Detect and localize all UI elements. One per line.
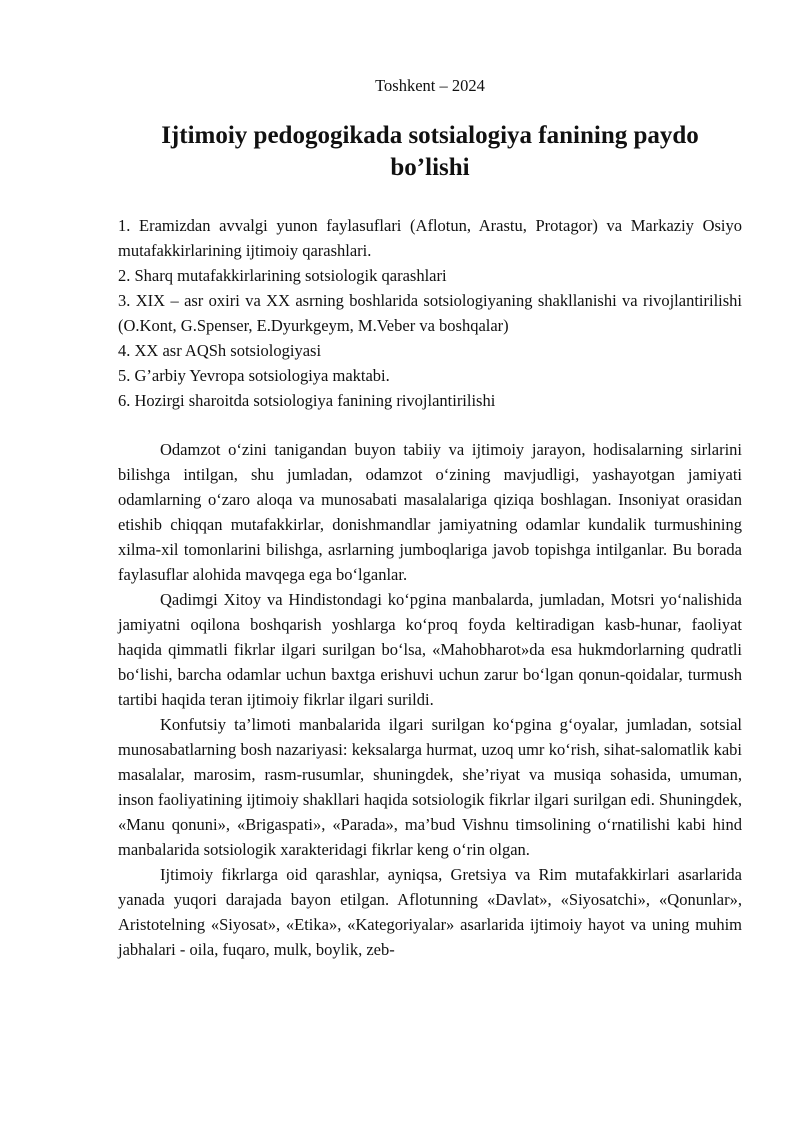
plan-item: 3. XIX – asr oxiri va XX asrning boshlarida sotsiologiyaning shakllanishi va rivojlantirilishi (O.Kont, G.Spenser, E.Dyurkgeym, M.Veber va boshqalar) [118,291,742,335]
body-text [118,437,742,962]
plan-item: 6. Hozirgi sharoitda sotsiologiya fanining rivojlantirilishi [118,391,496,410]
paragraph: Qadimgi Xitoy va Hindistondagi ko‘pgina manbalarda, jumladan, Motsri yo‘nalishida jamiyatni oqilona boshqarish yoshlarga ko‘proq foyda keltiradigan kasb-hunar, faoliyat haqida qimmatli fikrlar ilgari surilgan bo‘lsa, «Mahobharot»da esa hukmdorlarning qudratli bo‘lishi, barcha odamlar uchun baxtga erishuvi uchun zarur bo‘lgan qonun-qoidalar, turmush tartibi haqida teran ijtimoiy fikrlar ilgari surildi. [118,590,742,709]
city-year: Toshkent – 2024 [375,76,485,95]
paragraph: Konfutsiy ta’limoti manbalarida ilgari surilgan ko‘pgina g‘oyalar, jumladan, sotsial munosabatlarning bosh nazariyasi: keksalarga hurmat, uzoq umr ko‘rish, sihat-salomatlik kabi masalalar, marosim, rasm-rusumlar, shuningdek, she’riyat va musiqa sohasida, umuman, inson faoliyatining ijtimoiy shakllari haqida sotsiologik fikrlar ilgari surilgan edi. Shuningdek, «Manu qonuni», «Brigaspati», «Parada», ma’bud Vishnu timsolining o‘rnatilishi kabi hind manbalarida sotsiologik xarakteridagi fikrlar keng o‘rin olgan. [118,715,742,859]
plan-item: 1. Eramizdan avvalgi yunon faylasuflari (Aflotun, Arastu, Protagor) va Markaziy Osiyo mutafakkirlarining ijtimoiy qarashlari. [118,216,742,260]
plan-list [118,213,742,413]
plan-item: 2. Sharq mutafakkirlarining sotsiologik qarashlari [118,266,447,285]
document-title: Ijtimoiy pedogogikada sotsialogiya fanining paydo bo’lishi [161,122,699,181]
plan-item: 4. XX asr AQSh sotsiologiyasi [118,341,322,360]
plan-item: 5. G’arbiy Yevropa sotsiologiya maktabi. [118,366,390,385]
paragraph: Odamzot o‘zini tanigandan buyon tabiiy va ijtimoiy jarayon, hodisalarning sirlarini bilishga intilgan, shu jumladan, odamzot o‘zining mavjudligi, yashayotgan jamiyati odamlarning o‘zaro aloqa va munosabati masalalariga qiziqa boshlagan. Insoniyat orasidan etishib chiqqan mutafakkirlar, donishmandlar jamiyatning odamlar kundalik turmushining xilma-xil tomonlarini bilishga, asrlarning jumboqlariga javob topishga intilganlar. Bu borada faylasuflar alohida mavqega ega bo‘lganlar. [118,440,742,584]
paragraph: Ijtimoiy fikrlarga oid qarashlar, ayniqsa, Gretsiya va Rim mutafakkirlari asarlarida yanada yuqori darajada bayon etilgan. Aflotunning «Davlat», «Siyosatchi», «Qonunlar», Aristotelning «Siyosat», «Etika», «Kategoriyalar» asarlarida ijtimoiy hayot va uning muhim jabhalari - oila, fuqaro, mulk, boylik, zeb- [118,865,742,959]
